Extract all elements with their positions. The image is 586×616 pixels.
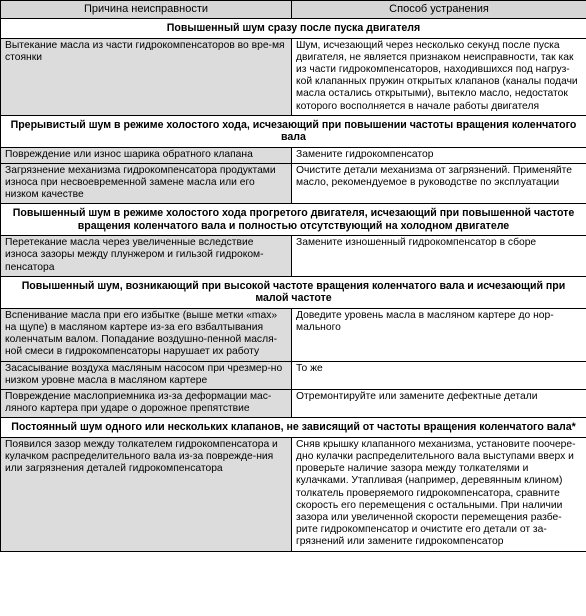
section-title: Повышенный шум, возникающий при высокой частоте вращения коленчатого вала и исчезающий при малой частоте — [1, 276, 586, 308]
section-row — [1, 204, 586, 236]
table-row — [1, 361, 586, 389]
table-row — [1, 389, 586, 417]
remedy-cell: Очистите детали механизма от загрязнений. Применяйте масло, рекомендуемое в руководстве по эксплуатации — [292, 163, 586, 204]
table-row — [1, 38, 586, 115]
cause-cell: Вспенивание масла при его избытке (выше метки «max» на щупе) в масляном картере из-за его взбалтывания коленчатым валом. Попадание воздушно-пенной масля-ной смеси в гидрокомпенсаторы нарушает их работу — [1, 308, 292, 361]
remedy-cell: Сняв крышку клапанного механизма, установите поочере-дно кулачки распределительного вала выступами вверх и проверьте наличие зазора между толкателями и кулачками. Утапливая (например, деревянным клином) толкатель проверяемого гидрокомпенсатора, сравните скорость его перемещения с остальными. При наличии зазора или увеличенной скорости перемещения разбе-рите гидрокомпенсатор и очистите его детали от за-грязнений или замените гидрокомпенсатор — [292, 437, 586, 551]
remedy-cell: Доведите уровень масла в масляном картере до нор-мального — [292, 308, 586, 361]
remedy-cell: Шум, исчезающий через несколько секунд после пуска двигателя, не является признаком неисправности, так как из части гидрокомпенсаторов, находившихся под нагруз-кой клапанных пружин открытых клапанов (каналы подачи масла остались открытыми), вытекло масло, недостаток которого восполняется в начале работы двигателя — [292, 38, 586, 115]
section-title: Постоянный шум одного или нескольких клапанов, не зависящий от частоты вращения коленчатого вала* — [1, 418, 586, 437]
remedy-cell: Замените гидрокомпенсатор — [292, 147, 586, 163]
section-title: Повышенный шум в режиме холостого хода прогретого двигателя, исчезающий при повышенной частоте вращения коленчатого вала и полностью отсутствующий на холодном двигателе — [1, 204, 586, 236]
section-title: Прерывистый шум в режиме холостого хода, исчезающий при повышении частоты вращения коленчатого вала — [1, 115, 586, 147]
header-remedy: Способ устранения — [292, 1, 586, 19]
cause-cell: Засасывание воздуха масляным насосом при чрезмер-но низком уровне масла в масляном картере — [1, 361, 292, 389]
cause-cell: Повреждение маслоприемника из-за деформации мас-ляного картера при ударе о дорожное препятствие — [1, 389, 292, 417]
cause-cell: Перетекание масла через увеличенные вследствие износа зазоры между плунжером и гильзой гидроком-пенсатора — [1, 236, 292, 277]
cause-cell: Повреждение или износ шарика обратного клапана — [1, 147, 292, 163]
cause-cell: Появился зазор между толкателем гидрокомпенсатора и кулачком распределительного вала из-за поврежде-ния или загрязнения деталей гидрокомпенсатора — [1, 437, 292, 551]
header-cause: Причина неисправности — [1, 1, 292, 19]
remedy-cell: Отремонтируйте или замените дефектные детали — [292, 389, 586, 417]
table-row — [1, 308, 586, 361]
table-header-row — [1, 1, 586, 19]
cause-cell: Загрязнение механизма гидрокомпенсатора продуктами износа при несвоевременной замене масла или его низком качестве — [1, 163, 292, 204]
section-title: Повышенный шум сразу после пуска двигателя — [1, 19, 586, 38]
table-row — [1, 236, 586, 277]
table-row — [1, 147, 586, 163]
table-row — [1, 163, 586, 204]
remedy-cell: Замените изношенный гидрокомпенсатор в сборе — [292, 236, 586, 277]
table-row — [1, 437, 586, 551]
section-row — [1, 418, 586, 437]
section-row — [1, 276, 586, 308]
remedy-cell: То же — [292, 361, 586, 389]
cause-cell: Вытекание масла из части гидрокомпенсаторов во вре-мя стоянки — [1, 38, 292, 115]
section-row — [1, 19, 586, 38]
section-row — [1, 115, 586, 147]
